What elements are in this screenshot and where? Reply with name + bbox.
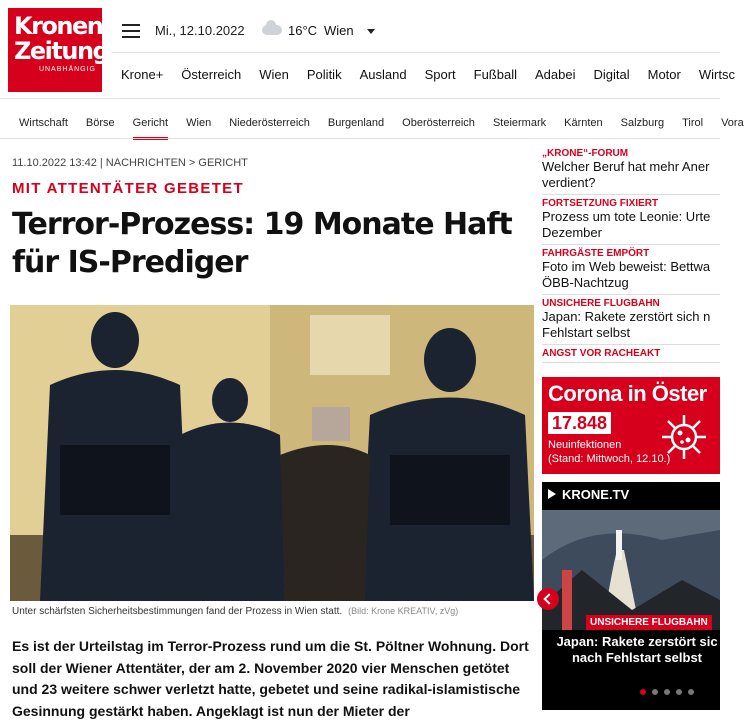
main-nav-item[interactable]: Ausland [359, 67, 407, 82]
sub-nav-item[interactable]: Vora [721, 117, 744, 129]
carousel-dot[interactable] [640, 689, 646, 695]
weather-city-select[interactable]: Wien [324, 23, 354, 38]
play-icon [548, 489, 556, 499]
rocket-launch-thumbnail[interactable] [542, 510, 720, 630]
tv-kicker-badge: UNSICHERE FLUGBAHN [586, 615, 712, 630]
corona-label-text: Neuinfektionen [548, 439, 622, 451]
sub-nav-item[interactable]: Oberösterreich [402, 117, 475, 129]
caption-text: Unter schärfsten Sicherheitsbestimmungen fand der Prozess in Wien statt. [12, 606, 343, 617]
main-nav-item[interactable]: Sport [424, 67, 456, 82]
logo-line-1: Kronen [14, 12, 103, 40]
teaser-kicker: UNSICHERE FLUGBAHN [542, 298, 660, 309]
main-nav-item[interactable]: Adabei [535, 67, 576, 82]
sub-nav-item[interactable]: Salzburg [620, 117, 665, 129]
photo-caption [12, 606, 458, 617]
article-kicker: MIT ATTENTÄTER GEBETET [12, 180, 244, 197]
nav-divider [0, 98, 720, 99]
corona-label [548, 438, 670, 466]
main-nav-item[interactable]: Krone+ [121, 67, 164, 82]
teaser-kicker: FAHRGÄSTE EMPÖRT [542, 248, 650, 259]
sub-nav-item[interactable]: Steiermark [492, 117, 547, 129]
teaser-title[interactable]: Foto im Web beweist: Bettwa ÖBB-Nachtzug [542, 259, 711, 290]
krone-tv-widget[interactable] [542, 482, 720, 710]
sub-nav-item[interactable]: Börse [85, 117, 115, 129]
corona-stand: (Stand: Mittwoch, 12.10.) [548, 453, 671, 465]
hamburger-menu-icon[interactable] [122, 24, 140, 38]
corona-widget[interactable] [542, 377, 720, 474]
sidebar-teaser[interactable] [542, 248, 720, 295]
kronen-zeitung-logo[interactable] [8, 8, 109, 92]
sidebar-teaser[interactable] [542, 198, 720, 245]
header-divider [112, 52, 720, 53]
main-nav-item[interactable]: Motor [647, 67, 681, 82]
sidebar-teaser[interactable] [542, 298, 720, 345]
teaser-kicker: ANGST VOR RACHEAKT [542, 348, 661, 359]
carousel-dots [640, 682, 700, 700]
corona-count: 17.848 [548, 412, 611, 434]
teaser-title[interactable]: Japan: Rakete zerstört sich n Fehlstart selbst [542, 309, 711, 340]
sidebar-teaser[interactable] [542, 148, 720, 195]
main-navigation [112, 66, 735, 84]
corona-title: Corona in Öster [548, 381, 707, 406]
sub-nav-item[interactable]: Burgenland [327, 117, 385, 129]
photo-credit: (Bild: Krone KREATIV, zVg) [348, 606, 459, 616]
logo-tagline: UNABHÄNGIG [38, 66, 96, 73]
carousel-dot[interactable] [688, 689, 694, 695]
virus-icon [660, 413, 708, 461]
main-nav-item[interactable]: Digital [593, 67, 630, 82]
main-nav-item[interactable]: Fußball [473, 67, 517, 82]
carousel-prev-button[interactable] [537, 588, 559, 610]
subnav-divider [0, 138, 720, 139]
sub-nav-item[interactable]: Tirol [682, 117, 704, 129]
sub-navigation [10, 113, 744, 140]
krone-tv-label: KRONE.TV [562, 487, 630, 502]
temperature: 16°C [288, 23, 318, 38]
teaser-kicker: FORTSETZUNG FIXIERT [542, 198, 659, 209]
logo-line-2: Zeitung [14, 37, 109, 65]
sub-nav-item[interactable]: Gericht [133, 117, 168, 140]
main-nav-item[interactable]: Wien [259, 67, 289, 82]
carousel-dot[interactable] [652, 689, 658, 695]
krone-tv-header[interactable] [548, 487, 629, 502]
article-lead: Es ist der Urteilstag im Terror-Prozess rund um die St. Pöltner Wohnung. Dort soll der Wiener Attentäter, der am 2. November 2020 vier Menschen getötet und 23 weitere schwer verletzt hatte, gebetet und seine radikal-islamistische Gesinnung gestärkt haben. Angeklagt ist nun der Mieter der [12, 638, 529, 719]
sidebar-teasers [542, 148, 720, 366]
teaser-title[interactable]: Prozess um tote Leonie: Urte Dezember [542, 209, 711, 240]
carousel-dot[interactable] [664, 689, 670, 695]
chevron-down-icon[interactable] [367, 29, 375, 34]
sub-nav-item[interactable]: Kärnten [564, 117, 603, 129]
sub-nav-item[interactable]: Niederösterreich [229, 117, 310, 129]
main-nav-item[interactable]: Wirtsc [698, 67, 735, 82]
teaser-kicker: „KRONE“-FORUM [542, 148, 629, 159]
article-headline: Terror-Prozess: 19 Monate Haft für IS-Prediger [12, 207, 512, 280]
tv-video-title[interactable]: Japan: Rakete zerstört sic nach Fehlstart selbst [556, 634, 718, 665]
cloud-icon [262, 25, 282, 35]
carousel-dot[interactable] [676, 689, 682, 695]
article-meta: 11.10.2022 13:42 | NACHRICHTEN > GERICHT [12, 157, 248, 169]
sub-nav-item[interactable]: Wirtschaft [19, 117, 68, 129]
main-nav-item[interactable]: Politik [306, 67, 342, 82]
police-escort-illustration [10, 305, 534, 601]
sidebar-teaser[interactable] [542, 348, 720, 363]
current-date: Mi., 12.10.2022 [155, 23, 245, 38]
article-photo[interactable] [10, 305, 534, 601]
main-nav-item[interactable]: Österreich [181, 67, 242, 82]
teaser-title[interactable]: Welcher Beruf hat mehr Aner verdient? [542, 159, 710, 190]
sub-nav-item[interactable]: Wien [186, 117, 212, 129]
